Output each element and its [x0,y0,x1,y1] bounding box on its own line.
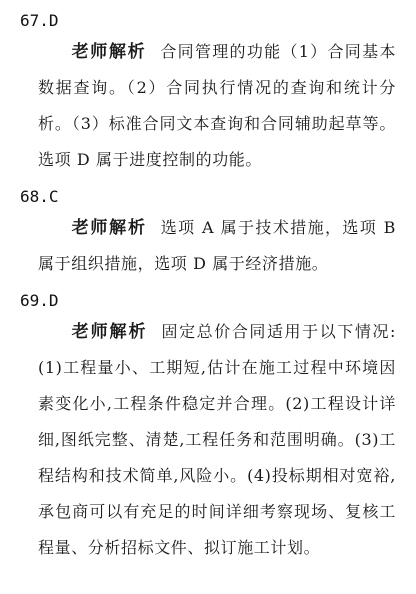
answer-block-67 [20,8,396,178]
answer-block-68 [20,184,397,282]
analysis-paragraph [38,210,396,282]
analysis-text: 固定总价合同适用于以下情况:(1)工程量小、工期短,估计在施工过程中环境因素变化小,工程条件稳定并合理。(2)工程设计详细,图纸完整、清楚,工程任务和范围明确。(3)工程结构和技术简单,风险小。(4)投标期相对宽裕,承包商可以有充足的时间详细考察现场、复核工程量、分析招标文件、拟订施工计划。 [38,322,397,557]
analysis-label: 老师解析 [71,322,148,342]
question-number: 68.C [20,187,59,206]
answer-block-69 [20,288,397,566]
analysis-label: 老师解析 [71,42,147,62]
analysis-paragraph [38,314,396,566]
question-number: 69.D [20,291,59,310]
question-number: 67.D [20,11,59,30]
analysis-text: 选项 A 属于技术措施，选项 B 属于组织措施，选项 D 属于经济措施。 [38,218,397,273]
analysis-text: 合同管理的功能（1）合同基本数据查询。（2）合同执行情况的查询和统计分析。（3）标准合同文本查询和合同辅助起草等。选项 D 属于进度控制的功能。 [38,42,396,169]
analysis-paragraph [38,34,396,178]
analysis-label: 老师解析 [71,218,147,238]
